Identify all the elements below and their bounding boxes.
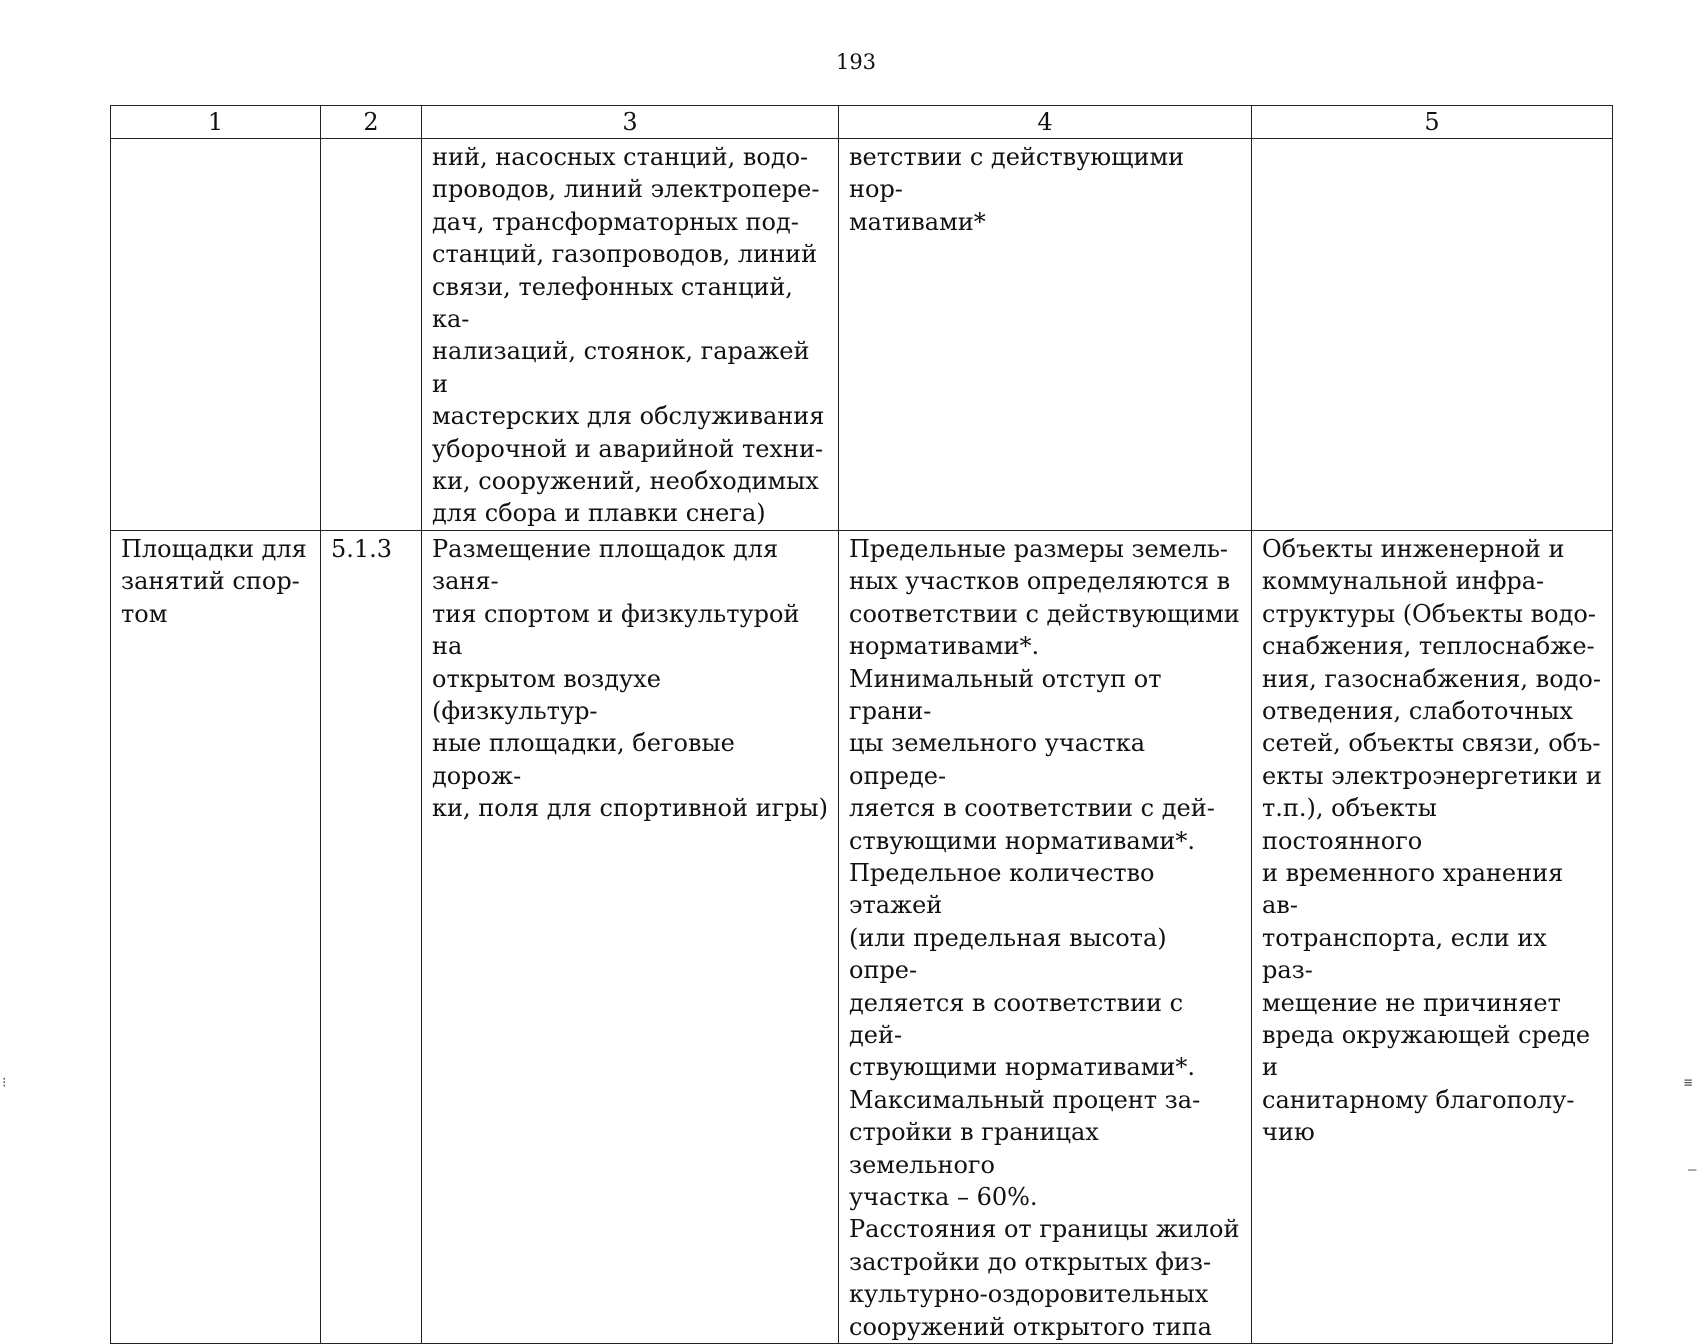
table-cell-parameters xyxy=(839,530,1252,1343)
cell-text: Предельные размеры земель- ных участков определяются в соответствии с действующими нормативами*. Минимальный отступ от грани- цы земельного участка опреде- ляется в соответствии с дей- ствующими нормативами*. Предельное количество этажей (или предельная высота) опре- деляется в соответствии с дей- ствующими нормативами*. Максимальный процент за- стройки в границах земельного участка – 60%. Расстояния от границы жилой застройки до открытых физ- культурно-оздоровительных сооружений открытого типа xyxy=(849,534,1240,1341)
table-cell-code xyxy=(321,139,422,531)
table-cell-auxiliary-uses xyxy=(1252,139,1613,531)
table-row xyxy=(111,139,1613,531)
document-table xyxy=(110,105,1613,1344)
column-header-2: 2 xyxy=(321,106,422,139)
scan-edge-mark-left: ⁝ xyxy=(2,1075,7,1091)
column-header-1: 1 xyxy=(111,106,321,139)
column-header-3: 3 xyxy=(422,106,839,139)
column-header-5: 5 xyxy=(1252,106,1613,139)
table-header-row xyxy=(111,106,1613,139)
cell-text: Размещение площадок для заня- тия спортом и физкультурой на открытом воздухе (физкультур- ные площадки, беговые дорож- ки, поля для спортивной игры) xyxy=(432,534,829,823)
table-cell-code xyxy=(321,530,422,1343)
table-cell-name xyxy=(111,530,321,1343)
scan-edge-mark-right-bottom: – xyxy=(1688,1162,1697,1178)
table-cell-parameters xyxy=(839,139,1252,531)
page-number: 193 xyxy=(835,50,877,74)
cell-text: Объекты инженерной и коммунальной инфра- структуры (Объекты водо- снабжения, теплоснабже- ния, газоснабжения, водо- отведения, слаботочных сетей, объекты связи, объ- екты электроэнергетики и т.п.), объекты постоянного и временного хранения ав- тотранспорта, если их раз- мещение не причиняет вреда окружающей среде и санитарному благополу- чию xyxy=(1262,534,1602,1147)
table-cell-name xyxy=(111,139,321,531)
table-cell-description xyxy=(422,139,839,531)
table-row xyxy=(111,530,1613,1343)
cell-text: Площадки для занятий спор- том xyxy=(121,534,307,628)
cell-text: ветствии с действующими нор- мативами* xyxy=(849,143,1185,236)
cell-text: 5.1.3 xyxy=(331,534,393,563)
cell-text: ний, насосных станций, водо- проводов, линий электропере- дач, трансформаторных под- станций, газопроводов, линий связи, телефонных станций, ка- нализаций, стоянок, гаражей и мастерских для обслуживания уборочной и аварийной техни- ки, сооружений, необходимых для сбора и плавки снега) xyxy=(432,143,825,528)
column-header-4: 4 xyxy=(839,106,1252,139)
scan-edge-mark-right: ≡ xyxy=(1684,1075,1693,1091)
table-cell-auxiliary-uses xyxy=(1252,530,1613,1343)
table-cell-description xyxy=(422,530,839,1343)
